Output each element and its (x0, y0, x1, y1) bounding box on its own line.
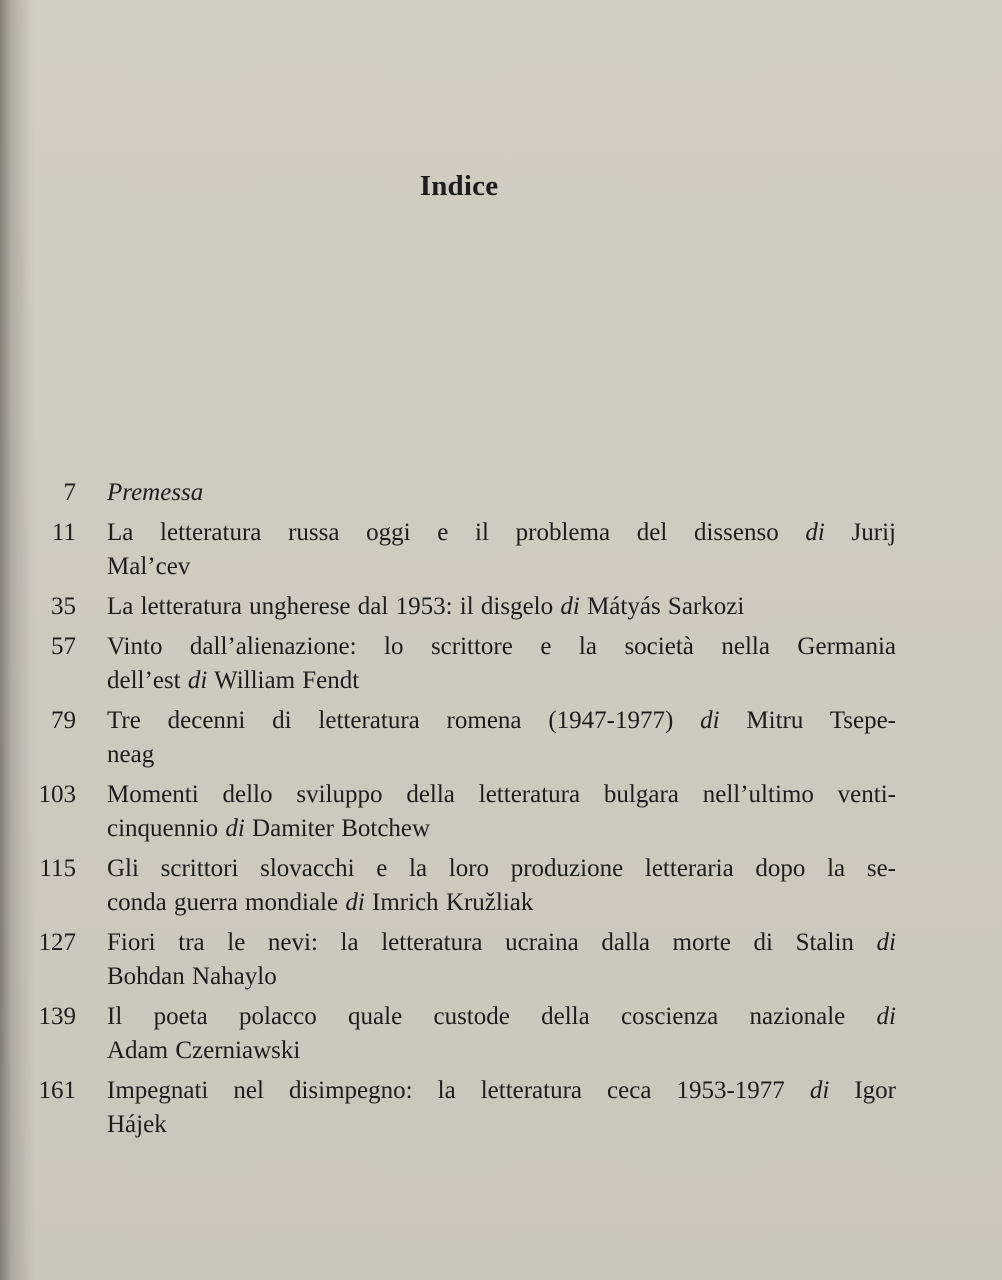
toc-entry-line (107, 476, 896, 510)
toc-text-segment: La letteratura russa oggi e il problema del dissenso (107, 519, 806, 546)
toc-page-number: 115 (39, 855, 76, 882)
toc-entry-line (107, 1034, 896, 1068)
toc-page-number: 7 (63, 479, 76, 506)
toc-entry-title (107, 476, 896, 510)
toc-text-segment: Gli scrittori slovacchi e la loro produzione letteraria dopo la se- (107, 855, 896, 882)
author-preposition: di (876, 929, 896, 956)
author-preposition: di (560, 593, 580, 620)
toc-text-segment: Mal’cev (107, 553, 191, 580)
toc-page-number: 79 (51, 707, 76, 734)
toc-page-number: 127 (38, 929, 76, 956)
author-preposition: di (187, 667, 208, 694)
toc-text-segment: Tre decenni di letteratura romena (1947-1977) (107, 707, 701, 734)
toc-text-segment: Imrich Kružliak (364, 889, 534, 916)
toc-text-segment: Bohdan Nahaylo (107, 963, 277, 990)
toc-text-segment: Il poeta polacco quale custode della coscienza nazionale (107, 1003, 877, 1030)
toc-text-segment: Igor (829, 1077, 897, 1104)
author-preposition: di (225, 815, 245, 842)
toc-entry-title (107, 630, 896, 698)
toc-entry-line (107, 590, 896, 624)
toc-entry (26, 630, 896, 698)
toc-entry (26, 926, 896, 994)
author-preposition: Premessa (107, 479, 204, 506)
toc-entry-line (107, 926, 896, 960)
toc-entry-title (107, 1074, 896, 1142)
toc-entry (26, 852, 896, 920)
toc-text-segment: cinquennio (107, 815, 226, 842)
toc-entry (26, 476, 896, 510)
toc-entry-line (107, 704, 896, 738)
author-preposition: di (805, 519, 825, 546)
toc-entry-line (107, 550, 896, 584)
toc-entry-line (107, 630, 896, 664)
toc-entry (26, 1074, 896, 1142)
toc-entry-line (107, 738, 896, 772)
toc-entry-title (107, 926, 896, 994)
toc-text-segment: Impegnati nel disimpegno: la letteratura ceca 1953-1977 (107, 1077, 810, 1104)
toc-entry-title (107, 852, 896, 920)
toc-entry-line (107, 516, 896, 550)
page-title: Indice (419, 170, 499, 202)
toc-entry-line (107, 886, 896, 920)
toc-entry-title (107, 590, 896, 624)
toc-page-number: 35 (51, 593, 76, 620)
toc-entry-line (107, 852, 896, 886)
toc-text-segment: dell’est (107, 667, 188, 694)
toc-text-segment: neag (107, 741, 155, 768)
toc-text-segment: Mitru Tsepe- (719, 707, 896, 734)
toc-entry-line (107, 1074, 896, 1108)
toc-page-number: 139 (38, 1003, 76, 1030)
toc-entry-title (107, 1000, 896, 1068)
toc-entry (26, 778, 896, 846)
toc-entry (26, 1000, 896, 1068)
toc-entry-title (107, 778, 896, 846)
toc-page-number: 57 (51, 633, 76, 660)
toc-text-segment: conda guerra mondiale (107, 889, 346, 916)
author-preposition: di (809, 1077, 830, 1104)
author-preposition: di (876, 1003, 896, 1030)
toc-text-segment: La letteratura ungherese dal 1953: il disgelo (107, 593, 561, 620)
toc-entry (26, 590, 896, 624)
toc-text-segment: Fiori tra le nevi: la letteratura ucraina dalla morte di Stalin (107, 929, 877, 956)
toc-text-segment: Vinto dall’alienazione: lo scrittore e la società nella Germania (107, 633, 896, 660)
toc-entry-line (107, 778, 896, 812)
toc-entry-line (107, 1108, 896, 1142)
toc-text-segment: William Fendt (207, 667, 360, 694)
toc-entry-title (107, 516, 896, 584)
toc-page-number: 103 (38, 781, 76, 808)
author-preposition: di (700, 707, 720, 734)
author-preposition: di (345, 889, 365, 916)
toc-page-number: 11 (51, 519, 76, 546)
toc-entry (26, 704, 896, 772)
toc-text-segment: Adam Czerniawski (107, 1037, 301, 1064)
toc-text-segment: Momenti dello sviluppo della letteratura bulgara nell’ultimo venti- (107, 781, 896, 808)
toc-text-segment: Jurij (824, 519, 896, 546)
toc-entry-line (107, 664, 896, 698)
toc-text-segment: Damiter Botchew (244, 815, 431, 842)
toc-entry-line (107, 812, 896, 846)
toc-text-segment: Hájek (107, 1111, 167, 1138)
toc-entry-line (107, 960, 896, 994)
table-of-contents (26, 476, 896, 1148)
toc-entry-title (107, 704, 896, 772)
toc-text-segment: Mátyás Sarkozi (579, 593, 745, 620)
toc-entry-line (107, 1000, 896, 1034)
toc-page-number: 161 (38, 1077, 76, 1104)
toc-entry (26, 516, 896, 584)
